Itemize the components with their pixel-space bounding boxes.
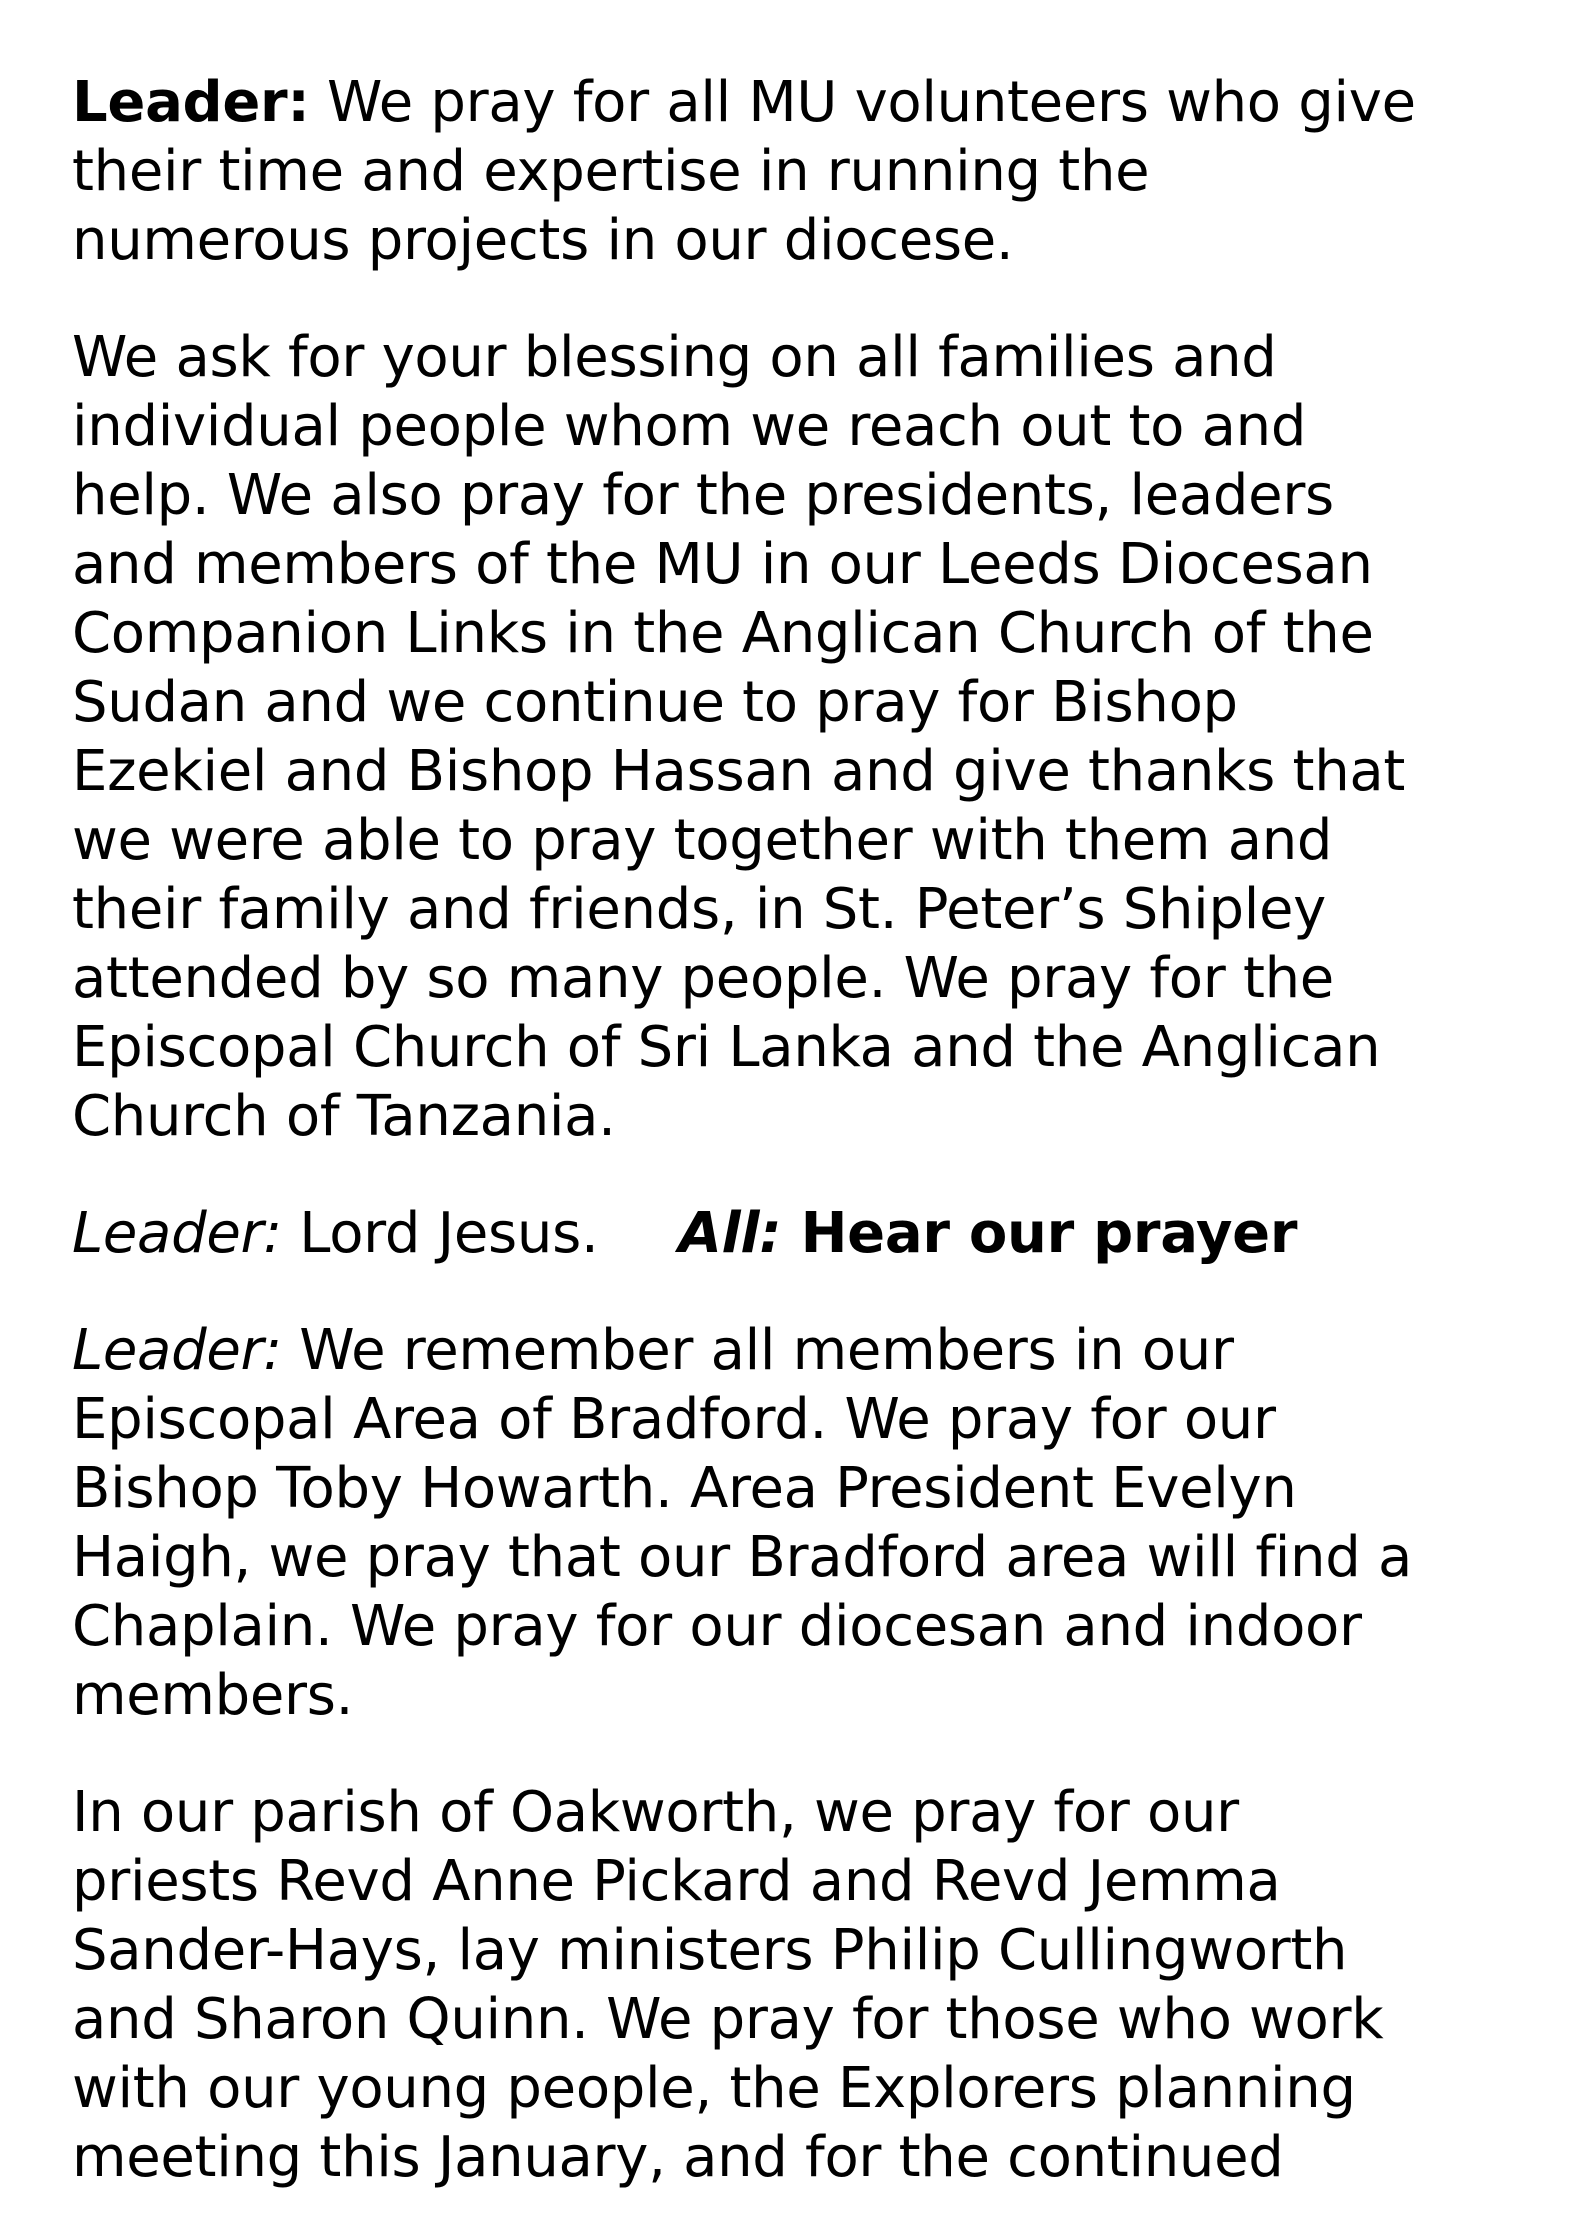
text-line: Bishop Toby Howarth. Area President Evelyn [72, 1456, 1297, 1521]
leader-label: Leader: [72, 70, 310, 135]
all-response-text: Hear our prayer [800, 1201, 1298, 1266]
text-line: their time and expertise in running the [72, 139, 1150, 204]
paragraph-oakworth [72, 1778, 1554, 2192]
text-line: with our young people, the Explorers planning [72, 2056, 1356, 2121]
leader-label-italic: Leader: [72, 1318, 282, 1383]
text-run: We remember all members in our [299, 1318, 1234, 1383]
text-line: Church of Tanzania. [72, 1084, 616, 1149]
text-line: Ezekiel and Bishop Hassan and give thanks that [72, 739, 1406, 804]
text-line: and Sharon Quinn. We pray for those who work [72, 1987, 1384, 2052]
text-line: attended by so many people. We pray for the [72, 946, 1334, 1011]
all-response-group [678, 1201, 1297, 1266]
text-line: help. We also pray for the presidents, leaders [72, 463, 1334, 528]
all-label: All: [678, 1201, 782, 1266]
text-line: numerous projects in our diocese. [72, 208, 1014, 273]
text-line: Chaplain. We pray for our diocesan and indoor [72, 1594, 1362, 1659]
text-run: We pray for all MU volunteers who give [326, 70, 1416, 135]
text-line [72, 68, 1554, 137]
text-line [72, 1316, 1554, 1385]
text-line: Episcopal Church of Sri Lanka and the Anglican [72, 1015, 1381, 1080]
text-line: Haigh, we pray that our Bradford area will find a [72, 1525, 1412, 1590]
text-line: We ask for your blessing on all families and [72, 325, 1277, 390]
text-line: members. [72, 1663, 354, 1728]
text-line: meeting this January, and for the continued [72, 2125, 1284, 2190]
paragraph-opening [72, 68, 1554, 275]
text-line: In our parish of Oakworth, we pray for our [72, 1780, 1239, 1845]
text-line: and members of the MU in our Leeds Diocesan [72, 532, 1373, 597]
text-line: their family and friends, in St. Peter’s Shipley [72, 877, 1326, 942]
text-line: individual people whom we reach out to and [72, 394, 1307, 459]
paragraph-blessing [72, 323, 1554, 1151]
text-line: Sander-Hays, lay ministers Philip Cullingworth [72, 1918, 1348, 1983]
paragraph-bradford [72, 1316, 1554, 1730]
text-line: priests Revd Anne Pickard and Revd Jemma [72, 1849, 1281, 1914]
text-line: Episcopal Area of Bradford. We pray for our [72, 1387, 1276, 1452]
text-line [72, 1199, 1554, 1268]
leader-label-italic: Leader: [72, 1201, 282, 1266]
text-line: Sudan and we continue to pray for Bishop [72, 670, 1238, 735]
text-line: we were able to pray together with them and [72, 808, 1333, 873]
versicle-response-line [72, 1199, 1554, 1268]
text-line: Companion Links in the Anglican Church of the [72, 601, 1374, 666]
leader-response-text: Lord Jesus. [299, 1201, 599, 1266]
